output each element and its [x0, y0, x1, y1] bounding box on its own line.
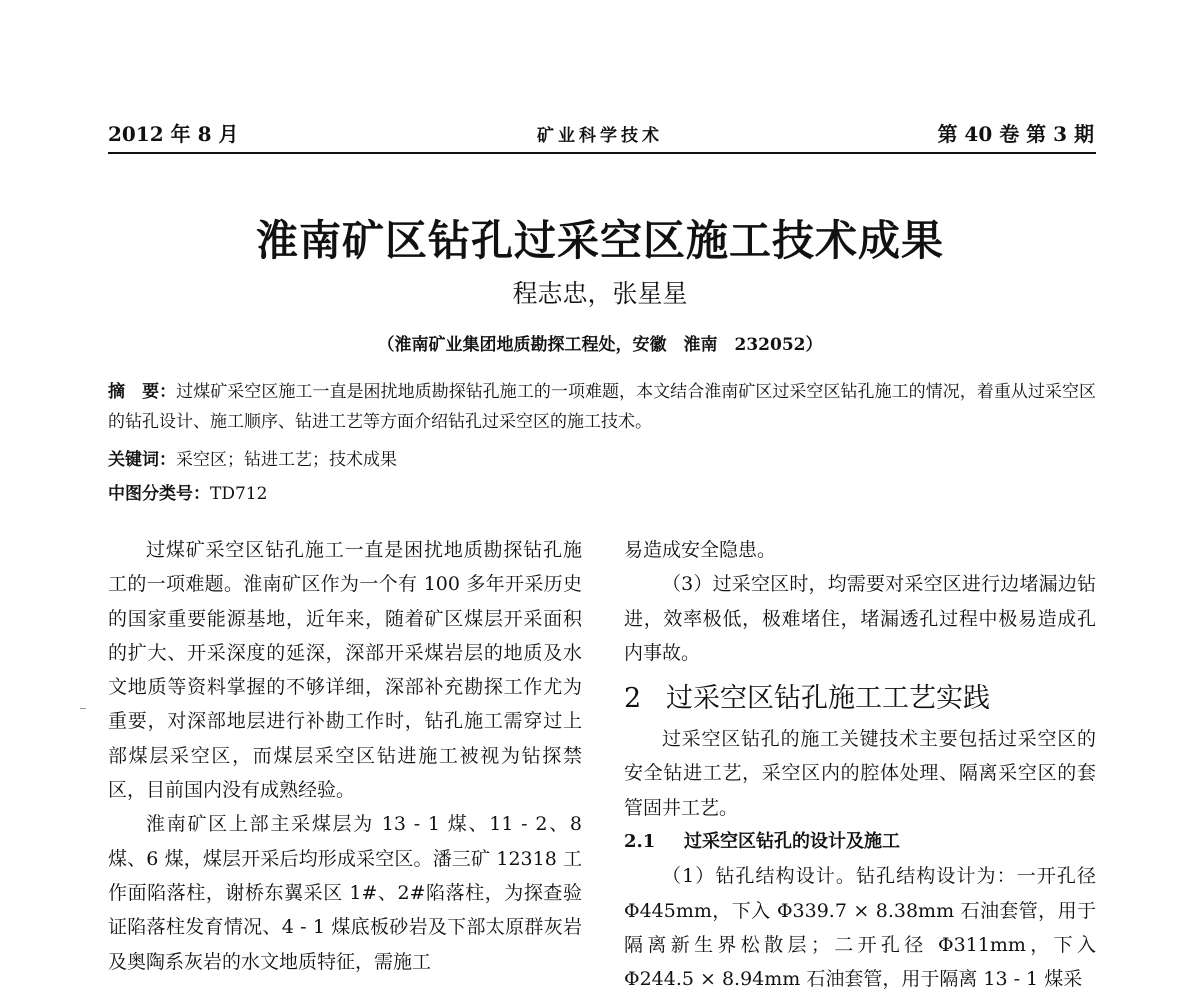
section-number: 2: [624, 683, 642, 715]
subsection-heading: [624, 825, 1096, 859]
keywords-label: 关键词：: [108, 450, 176, 470]
abstract-label: 摘 要：: [108, 382, 177, 402]
body-paragraph: 淮南矿区上部主采煤层为 13 - 1 煤、11 - 2、8 煤、6 煤，煤层开采后均形成采空区。潘三矿 12318 工作面陷落柱，谢桥东翼采区 1#、2#陷落柱，为探查验证陷落柱发育情况、4 - 1 煤底板砂岩及下部太原群灰岩及奥陶系灰岩的水文地质特征，需施工: [108, 813, 582, 973]
paper-title: 淮南矿区钻孔过采空区施工技术成果: [255, 216, 944, 265]
author-affiliation: （淮南矿业集团地质勘探工程处，安徽 淮南 232052）: [377, 335, 823, 355]
section-heading: [624, 676, 1096, 722]
abstract: [108, 377, 1096, 437]
body-paragraph: （3）过采空区时，均需要对采空区进行边堵漏边钻进，效率极低，极难堵住，堵漏透孔过程中极易造成孔内事故。: [624, 573, 1096, 664]
body-right-column: [624, 533, 1096, 997]
body-paragraph: 易造成安全隐患。: [624, 539, 777, 561]
classification-text: TD712: [210, 484, 268, 504]
section-title: 过采空区钻孔施工工艺实践: [666, 683, 990, 715]
classification-label: 中图分类号：: [108, 484, 210, 504]
keywords: [108, 445, 1096, 475]
running-header-date: 2012 年 8 月: [108, 122, 239, 146]
paper-authors: 程志忠，张星星: [512, 279, 688, 308]
margin-mark: [80, 708, 86, 709]
body-paragraph: 过煤矿采空区钻孔施工一直是困扰地质勘探钻孔施工的一项难题。淮南矿区作为一个有 100 多年开采历史的国家重要能源基地，近年来，随着矿区煤层开采面积的扩大、开采深度的延深，深部开采煤岩层的地质及水文地质等资料掌握的不够详细，深部补充勘探工作尤为重要，对深部地层进行补勘工作时，钻孔施工需穿过上部煤层采空区，而煤层采空区钻进施工被视为钻探禁区，目前国内没有成熟经验。: [108, 539, 582, 802]
body-paragraph: （1）钻孔结构设计。钻孔结构设计为：一开孔径 Φ445mm，下入 Φ339.7 × 8.38mm 石油套管，用于隔离新生界松散层；二开孔径 Φ311mm，下入 Φ244.5 × 8.94mm 石油套管，用于隔离 13 - 1 煤采: [624, 865, 1096, 991]
keywords-text: 采空区；钻进工艺；技术成果: [176, 450, 397, 470]
running-header-volume: 第 40 卷 第 3 期: [937, 122, 1094, 146]
subsection-number: 2.1: [624, 831, 656, 853]
body-left-column: [108, 533, 582, 979]
header-rule: [108, 152, 1096, 154]
abstract-text: 过煤矿采空区施工一直是困扰地质勘探钻孔施工的一项难题，本文结合淮南矿区过采空区钻孔施工的情况，着重从过采空区的钻孔设计、施工顺序、钻进工艺等方面介绍钻孔过采空区的施工技术。: [108, 382, 1096, 432]
running-header-journal: 矿业科学技术: [537, 126, 663, 146]
subsection-title: 过采空区钻孔的设计及施工: [684, 831, 900, 853]
classification-number: [108, 479, 1096, 509]
body-paragraph: 过采空区钻孔的施工关键技术主要包括过采空区的安全钻进工艺，采空区内的腔体处理、隔离采空区的套管固井工艺。: [624, 728, 1096, 819]
